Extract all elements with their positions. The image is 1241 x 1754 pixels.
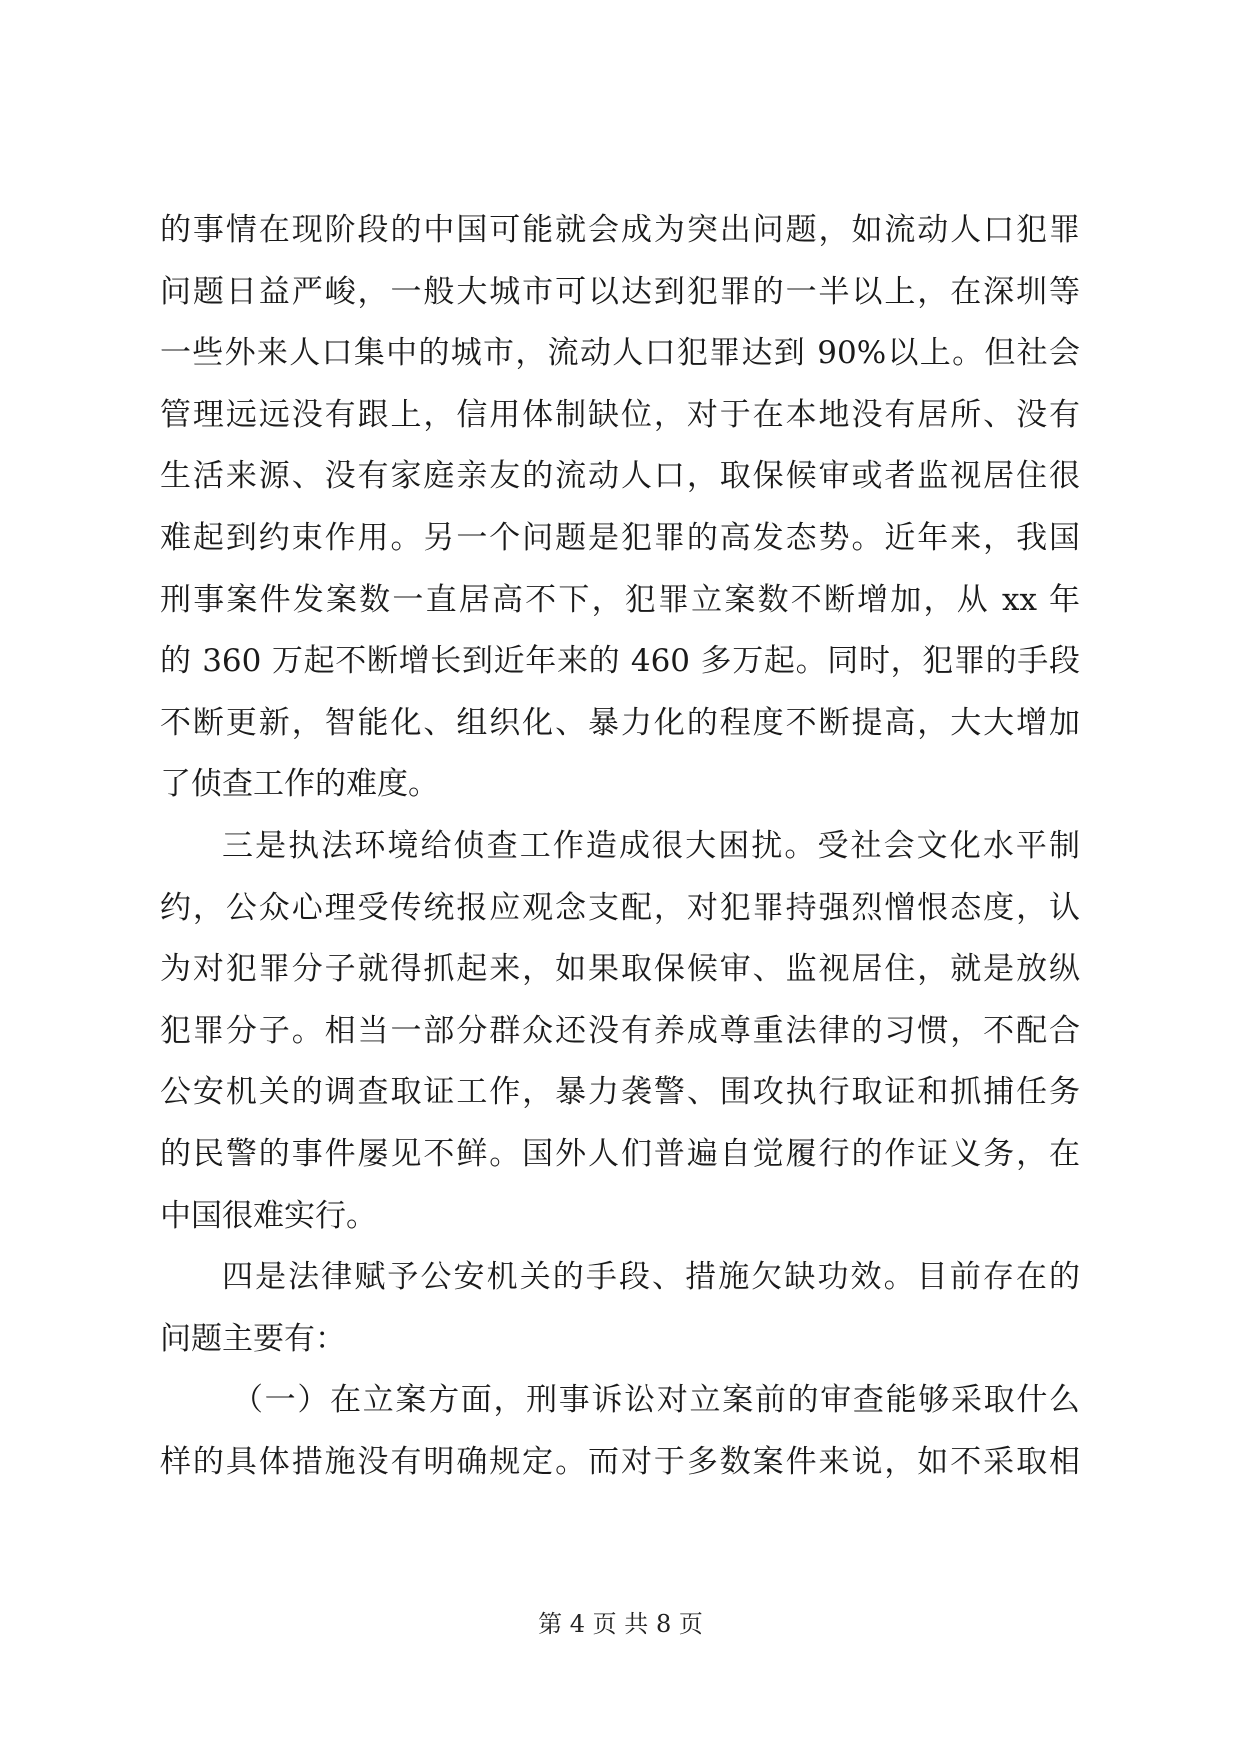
text-line: 的 360 万起不断增长到近年来的 460 多万起。同时，犯罪的手段 [160,643,1080,680]
text-line: 犯罪分子。相当一部分群众还没有养成尊重法律的习惯，不配合 [160,1012,1080,1049]
text-line: 难起到约束作用。另一个问题是犯罪的高发态势。近年来，我国 [160,519,1080,556]
text-line: 生活来源、没有家庭亲友的流动人口，取保候审或者监视居住很 [160,458,1080,495]
paragraph-1 [160,200,1080,816]
text-line: 的事情在现阶段的中国可能就会成为突出问题，如流动人口犯罪 [160,212,1080,248]
text-line: （一）在立案方面，刑事诉讼对立案前的审查能够采取什么 [232,1382,1080,1419]
text-line: 问题日益严峻，一般大城市可以达到犯罪的一半以上，在深圳等 [160,273,1080,310]
document-body [160,200,1080,1493]
page-footer [0,1604,1241,1639]
text-line: 样的具体措施没有明确规定。而对于多数案件来说，如不采取相 [160,1443,1080,1480]
text-line: 不断更新，智能化、组织化、暴力化的程度不断提高，大大增加 [160,704,1080,741]
text-line: 一些外来人口集中的城市，流动人口犯罪达到 90%以上。但社会 [160,335,1080,372]
text-line: 为对犯罪分子就得抓起来，如果取保候审、监视居住，就是放纵 [160,951,1080,988]
text-line: 四是法律赋予公安机关的手段、措施欠缺功效。目前存在的 [222,1259,1080,1296]
text-line: 问题主要有： [160,1320,346,1357]
text-line: 管理远远没有跟上，信用体制缺位，对于在本地没有居所、没有 [160,396,1080,433]
text-line: 公安机关的调查取证工作，暴力袭警、围攻执行取证和抓捕任务 [160,1074,1080,1111]
text-line: 了侦查工作的难度。 [160,766,439,803]
text-line: 约，公众心理受传统报应观念支配，对犯罪持强烈憎恨态度，认 [160,889,1080,926]
paragraph-2 [160,816,1080,1247]
text-line: 刑事案件发案数一直居高不下，犯罪立案数不断增加，从 xx 年 [160,581,1080,618]
paragraph-4 [160,1370,1080,1493]
text-line: 中国很难实行。 [160,1197,377,1234]
page-number-label: 第 4 页 共 8 页 [538,1610,703,1638]
text-line: 的民警的事件屡见不鲜。国外人们普遍自觉履行的作证义务，在 [160,1135,1080,1172]
text-line: 三是执法环境给侦查工作造成很大困扰。受社会文化水平制 [222,827,1080,864]
paragraph-3 [160,1247,1080,1370]
